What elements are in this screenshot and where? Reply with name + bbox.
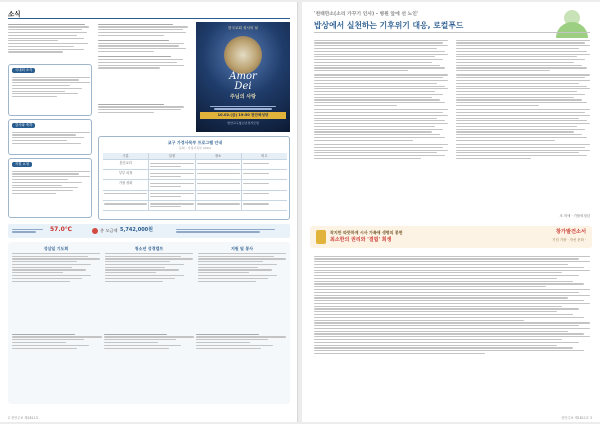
table-row: 부부 피정 — [103, 170, 287, 180]
notice-box-2 — [8, 119, 92, 155]
event-poster — [196, 22, 290, 132]
article-title: 밥상에서 실천하는 기후위기 대응, 로컬푸드 — [314, 21, 464, 30]
schedule-title: 교구 가정사목부 프로그램 안내 — [167, 140, 223, 145]
amount-value: 5,742,000원 — [120, 226, 153, 233]
info-col-1: 성삼일 기도회 — [12, 246, 100, 283]
notice-column-2b — [98, 102, 192, 115]
banner-line-2: 최소한의 권리와 '결핍' 희생 — [330, 237, 392, 243]
article-col-2 — [456, 38, 590, 161]
bottom-info — [8, 242, 290, 404]
right-footer: 천안주보 제1811호 3 — [561, 415, 592, 420]
hill-icon — [556, 22, 588, 38]
banner-badge: 창가발견소서 — [555, 229, 586, 235]
banner-line-1: 작지만 따뜻하게 시사 가족애 생명의 봉헌 — [330, 230, 403, 235]
page-header: 소식 — [8, 10, 21, 18]
table-row: 가정 성화 — [103, 180, 287, 190]
schedule-subtitle: 문의 : 가정사목부 (041) — [178, 146, 212, 150]
schedule-table — [103, 153, 287, 211]
notice-column-2 — [98, 22, 192, 70]
poster-dei: Dei — [234, 81, 252, 92]
box2-title: 감사와 축하 — [12, 123, 35, 128]
table-row — [103, 191, 287, 201]
article-col-1 — [314, 38, 448, 161]
title-rule — [314, 32, 590, 33]
notice-column — [8, 22, 92, 54]
temperature-value: 57.0℃ — [50, 226, 73, 233]
table-row — [103, 201, 287, 211]
article-byline: 조 미애 · 가톨릭청년 — [559, 214, 590, 218]
banner-badge-sub: 기념 가장 · 자선 문화 · — [552, 238, 586, 242]
heart-icon — [92, 228, 98, 234]
box1-title: 국내외 소식 — [12, 68, 35, 73]
left-page — [0, 2, 298, 422]
right-page — [302, 2, 600, 422]
info-col-2: 청소년 성경캠프 — [105, 246, 193, 283]
poster-org: 천안교구청소년성서모임 — [227, 121, 259, 125]
poster-headline: 한국교회 성서의 날 — [227, 26, 259, 30]
saint-icon — [224, 36, 262, 74]
mascot-icon — [316, 230, 326, 244]
poster-date: 10.02.(금) 19:30 천안북성당 — [200, 112, 286, 119]
lower-body — [314, 254, 590, 356]
poster-amor: Amor — [229, 71, 257, 82]
header-rule — [8, 18, 290, 19]
info-col-3: 지원 및 봉사 — [198, 246, 286, 283]
notice-box-3 — [8, 158, 92, 218]
schedule-header-row: 구분 일정 장소 비고 — [103, 153, 287, 160]
poster-subtitle: 주님의 사랑 — [230, 94, 256, 100]
program-schedule — [98, 136, 290, 220]
notice-box-1 — [8, 64, 92, 116]
article-kicker: '천태만소(소리 가꾸기 인사) - 병원 앞에 선 노인' — [314, 12, 419, 17]
box3-title: 지원 요청 — [12, 162, 32, 167]
info-lower — [12, 332, 286, 400]
decorative-figure — [550, 6, 594, 42]
section-banner — [310, 226, 592, 248]
left-footer: 2 천안주보 제1811호 — [8, 415, 39, 420]
fundraising-bar — [8, 224, 290, 238]
amount-prefix: 총 모금액 — [100, 227, 118, 233]
table-row: 혼인교리 — [103, 160, 287, 170]
